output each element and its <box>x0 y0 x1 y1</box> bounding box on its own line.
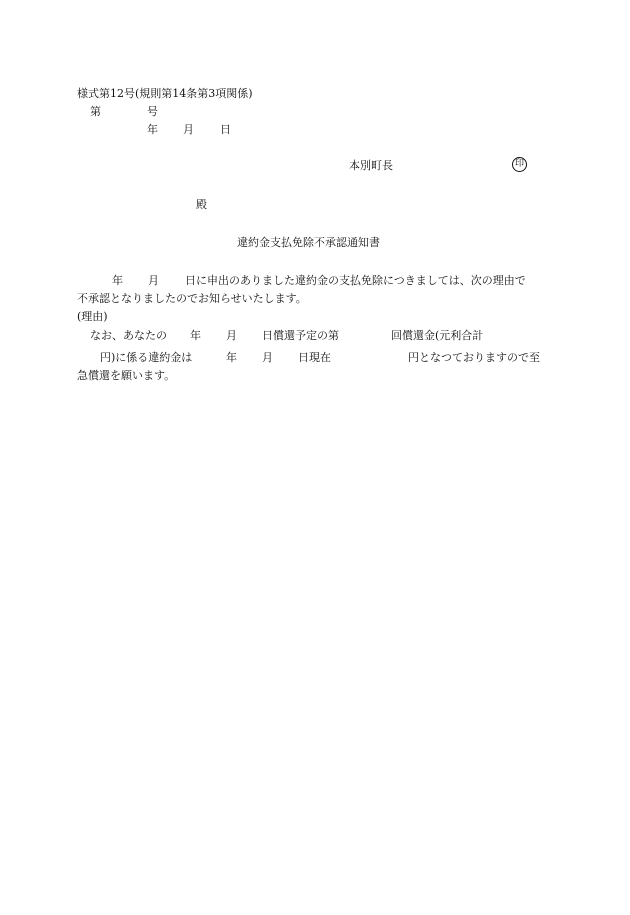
reason-label: (理由) <box>77 310 108 323</box>
date-month: 月 <box>183 123 194 136</box>
doc-number-dai: 第 <box>90 105 101 118</box>
body-l5-b: 日現在 <box>298 351 331 364</box>
issuer-name: 本別町長 <box>349 159 393 172</box>
form-number: 様式第12号(規則第14条第3項関係) <box>77 87 253 100</box>
date-day: 日 <box>220 123 231 136</box>
body-l1-year: 年 <box>112 274 123 287</box>
doc-number-go: 号 <box>147 105 158 118</box>
body-l5-c: 円となつておりますので至 <box>408 351 540 364</box>
body-l4-month: 月 <box>226 329 237 342</box>
body-l4-year: 年 <box>190 329 201 342</box>
addressee-suffix: 殿 <box>196 198 207 211</box>
body-l4-c: 回償還金(元利合計 <box>391 329 484 342</box>
body-l6: 急償還を願います。 <box>77 369 176 382</box>
body-l2: 不承認となりましたのでお知らせいたします。 <box>77 292 307 305</box>
body-l5-month: 月 <box>262 351 273 364</box>
document-title: 違約金支払免除不承認通知書 <box>237 236 380 249</box>
body-l5-a: 円)に係る違約金は <box>100 351 193 364</box>
date-year: 年 <box>147 123 158 136</box>
body-l4-a: なお、あなたの <box>90 329 167 342</box>
seal-mark: 印 <box>512 157 527 172</box>
body-l4-b: 日償還予定の第 <box>262 329 339 342</box>
body-l5-year: 年 <box>226 351 237 364</box>
body-l1-month: 月 <box>148 274 159 287</box>
body-l1-text: 日に申出のありました違約金の支払免除につきましては、次の理由で <box>185 274 526 287</box>
